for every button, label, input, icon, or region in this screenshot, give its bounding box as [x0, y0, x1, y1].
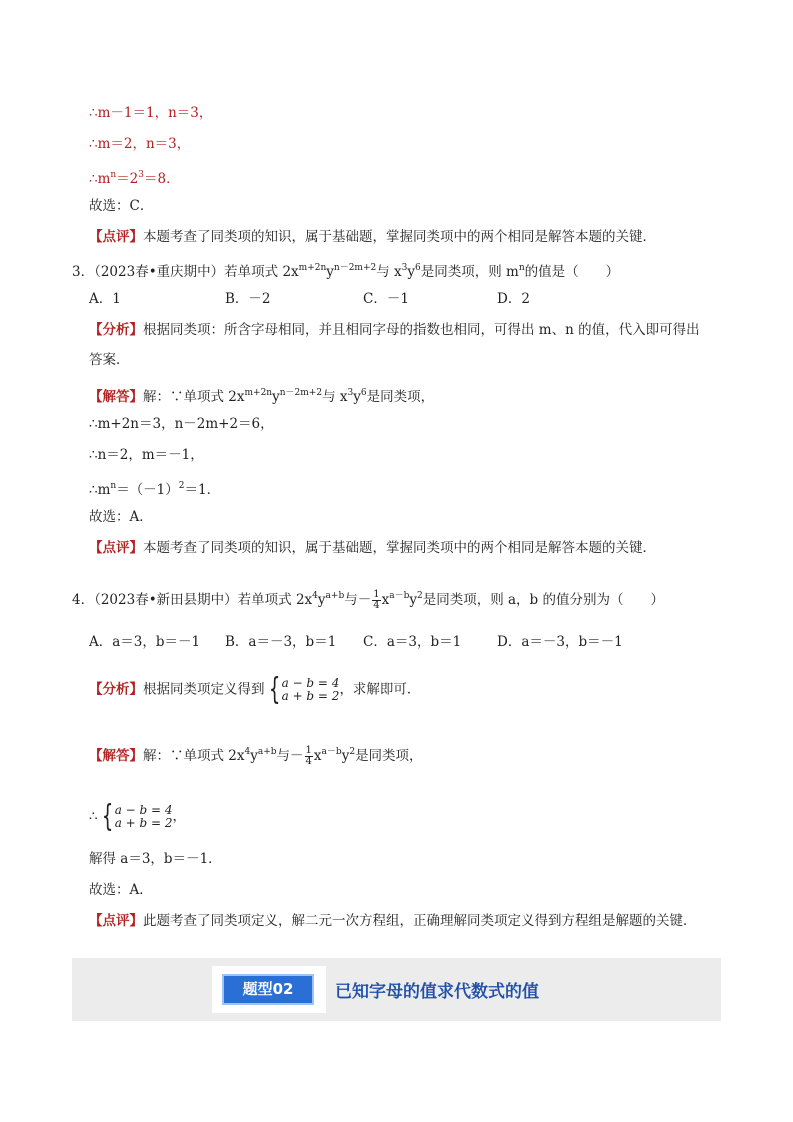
option-b: B．－2	[225, 291, 271, 307]
section-badge-frame	[212, 966, 326, 1013]
option-d: D．a＝－3，b＝－1	[497, 634, 623, 650]
fraction: $\frac{1}{4}$	[373, 589, 380, 611]
option-a: A．a＝3，b＝－1	[89, 634, 201, 650]
analysis-line: 答案．	[89, 352, 130, 368]
option-b: B．a＝－3，b＝1	[225, 634, 337, 650]
fraction: $\frac{1}{4}$	[305, 745, 312, 767]
section-banner	[72, 958, 721, 1021]
option-c: C．－1	[363, 291, 409, 307]
step-line: $\therefore m^n=2^3=8$．	[89, 170, 180, 187]
section-badge: 题型02	[222, 974, 314, 1005]
step-line: ∴ { a − b = 4 a + b = 2 ，	[89, 799, 187, 834]
question-4-stem: 4．（2023春•新田县期中）若单项式 $2x^4y^{a+b}$与－ $\frac{1}{4}$ $x^{a-b}y^2$是同类项，则 a，b 的值分别为（ ）	[72, 589, 664, 611]
choose-line: 故选：A．	[89, 882, 153, 898]
question-4-options	[89, 632, 623, 652]
question-3-options	[89, 289, 530, 309]
analysis-line: 【分析】根据同类项：所含字母相同，并且相同字母的指数也相同，可得出 m、n 的值，代入即可得出	[89, 322, 700, 338]
step-line: 解得 a＝3，b＝－1．	[89, 851, 222, 867]
step-line: ∴m＝2，n＝3，	[89, 136, 191, 152]
comment-line: 【点评】本题考查了同类项的知识，属于基础题，掌握同类项中的两个相同是解答本题的关键．	[89, 540, 656, 556]
comment-line: 【点评】本题考查了同类项的知识，属于基础题，掌握同类项中的两个相同是解答本题的关键．	[89, 229, 656, 245]
section-title: 已知字母的值求代数式的值	[335, 982, 539, 1002]
option-a: A．1	[89, 291, 121, 307]
comment-line: 【点评】此题考查了同类项定义，解二元一次方程组，正确理解同类项定义得到方程组是解题的关键．	[89, 913, 697, 929]
option-c: C．a＝3，b＝1	[363, 634, 462, 650]
answer-line: 【解答】解：∵单项式 $2x^{m+2n}y^{n-2m+2}$与 $x^3y^6$是同类项，	[89, 388, 435, 405]
equation-system: { a − b = 4 a + b = 2	[268, 672, 340, 707]
question-3-stem: 3．（2023春•重庆期中）若单项式 $2x^{m+2n}y^{n-2m+2}$与 $x^3y^6$是同类项，则 $m^n$的值是（ ）	[72, 263, 620, 280]
step-line: ∴n＝2，m＝－1，	[89, 447, 204, 463]
step-line: $\therefore m^n=(-1)^2=1$．	[89, 481, 221, 498]
step-line: ∴m－1＝1，n＝3，	[89, 105, 213, 121]
step-line: ∴m+2n＝3，n－2m+2＝6，	[89, 416, 274, 432]
equation-system: { a − b = 4 a + b = 2	[101, 799, 173, 834]
choose-line: 故选：C．	[89, 198, 154, 214]
option-d: D．2	[497, 291, 530, 307]
analysis-line: 【分析】根据同类项定义得到 { a − b = 4 a + b = 2 ，求解即可．	[89, 672, 421, 707]
answer-line: 【解答】解：∵单项式 $2x^4y^{a+b}$与－ $\frac{1}{4}$ $x^{a-b}y^2$是同类项，	[89, 745, 423, 767]
choose-line: 故选：A．	[89, 509, 153, 525]
